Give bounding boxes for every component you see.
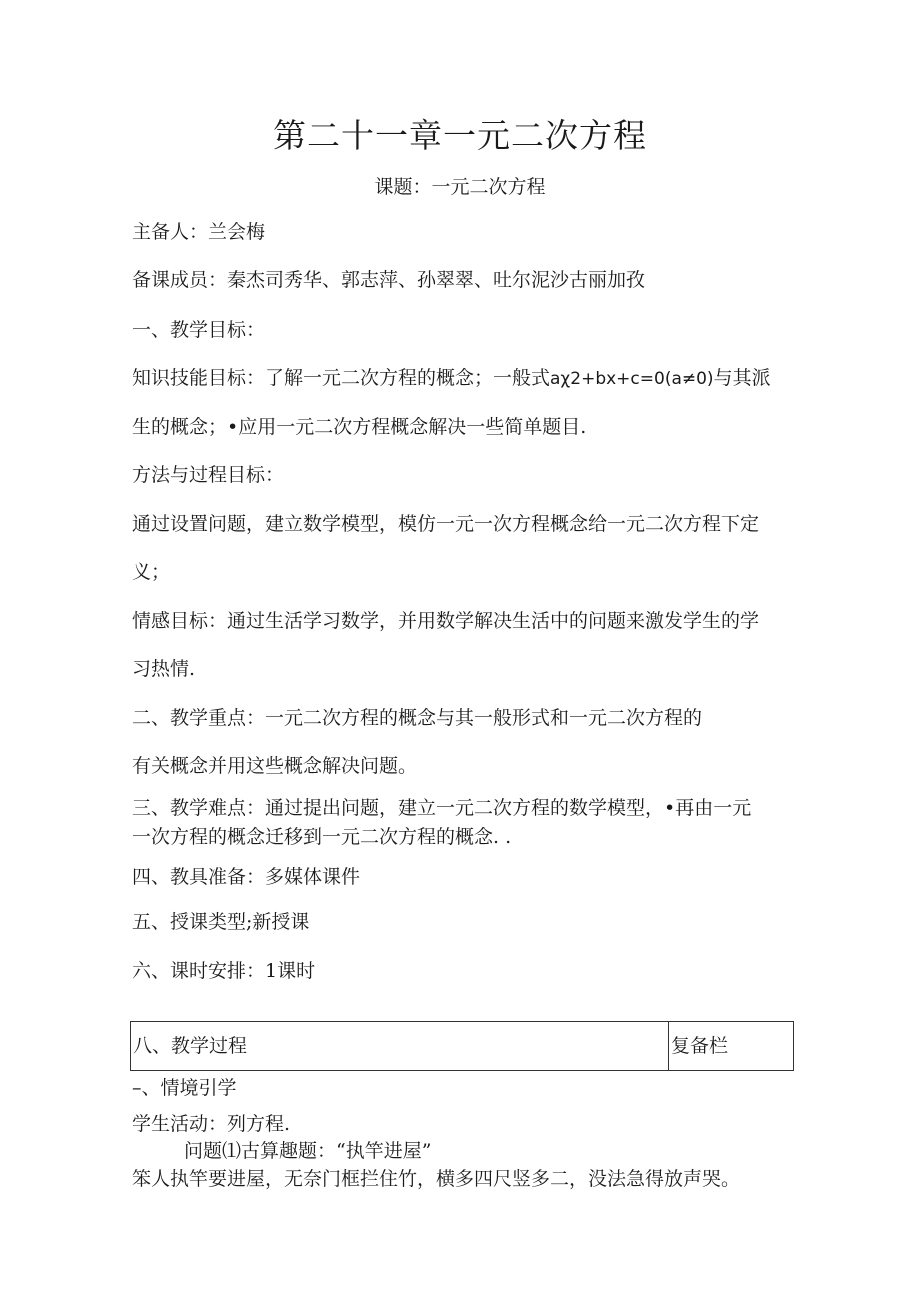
- method-goal-line-1: 通过设置问题，建立数学模型，模仿一元一次方程概念给一元二次方程下定: [132, 513, 760, 535]
- knowledge-prefix: 知识技能目标：了解一元二次方程的概念；一般式: [132, 367, 551, 389]
- method-heading: 方法与过程目标：: [132, 464, 285, 486]
- key-point-line-1: 二、教学重点：一元二次方程的概念与其一般形式和一元二次方程的: [132, 707, 703, 729]
- tools-line: 四、教具准备：多媒体课件: [132, 866, 361, 888]
- emotion-goal-line-2: 习热情.: [132, 658, 196, 680]
- intro-heading: –、情境引学: [132, 1077, 237, 1099]
- lesson-type-line: 五、授课类型;新授课: [132, 911, 310, 933]
- general-form-formula: aχ2+bx+c=0(a≠0): [550, 369, 714, 389]
- emotion-goal-line-1: 情感目标：通过生活学习数学，并用数学解决生活中的问题来激发学生的学: [132, 610, 760, 632]
- difficulty-line-2: 一次方程的概念迁移到一元二次方程的概念. .: [132, 826, 512, 848]
- process-cell: 八、教学过程: [131, 1022, 669, 1070]
- student-activity-line: 学生活动：列方程.: [132, 1113, 291, 1135]
- review-column-cell: 复备栏: [671, 1035, 729, 1057]
- knowledge-goal-line: [132, 365, 771, 392]
- members-line: 备课成员：秦杰司秀华、郭志萍、孙翠翠、吐尔泥沙古丽加孜: [132, 269, 646, 291]
- goals-heading: 一、教学目标：: [132, 319, 266, 341]
- poem-line: 笨人执竿要进屋，无奈门框拦住竹，横多四尺竖多二，没法急得放声哭。: [132, 1168, 741, 1190]
- preparer-line: 主备人：兰会梅: [132, 221, 266, 243]
- schedule-line: 六、课时安排：1课时: [132, 960, 316, 982]
- knowledge-goal-line-2: 生的概念；•应用一元二次方程概念解决一些简单题目.: [132, 416, 587, 438]
- method-goal-line-2: 义；: [132, 561, 171, 583]
- process-table: [130, 1021, 794, 1071]
- problem-line: 问题⑴古算趣题：“执竿进屋”: [184, 1140, 432, 1162]
- chapter-title: 第二十一章一元二次方程: [273, 116, 647, 155]
- difficulty-line-1: 三、教学难点：通过提出问题，建立一元二次方程的数学模型，•再由一元: [132, 797, 752, 819]
- key-point-line-2: 有关概念并用这些概念解决问题。: [132, 755, 418, 777]
- knowledge-suffix: 与其派: [713, 367, 771, 389]
- lesson-subtitle: 课题：一元二次方程: [374, 176, 546, 198]
